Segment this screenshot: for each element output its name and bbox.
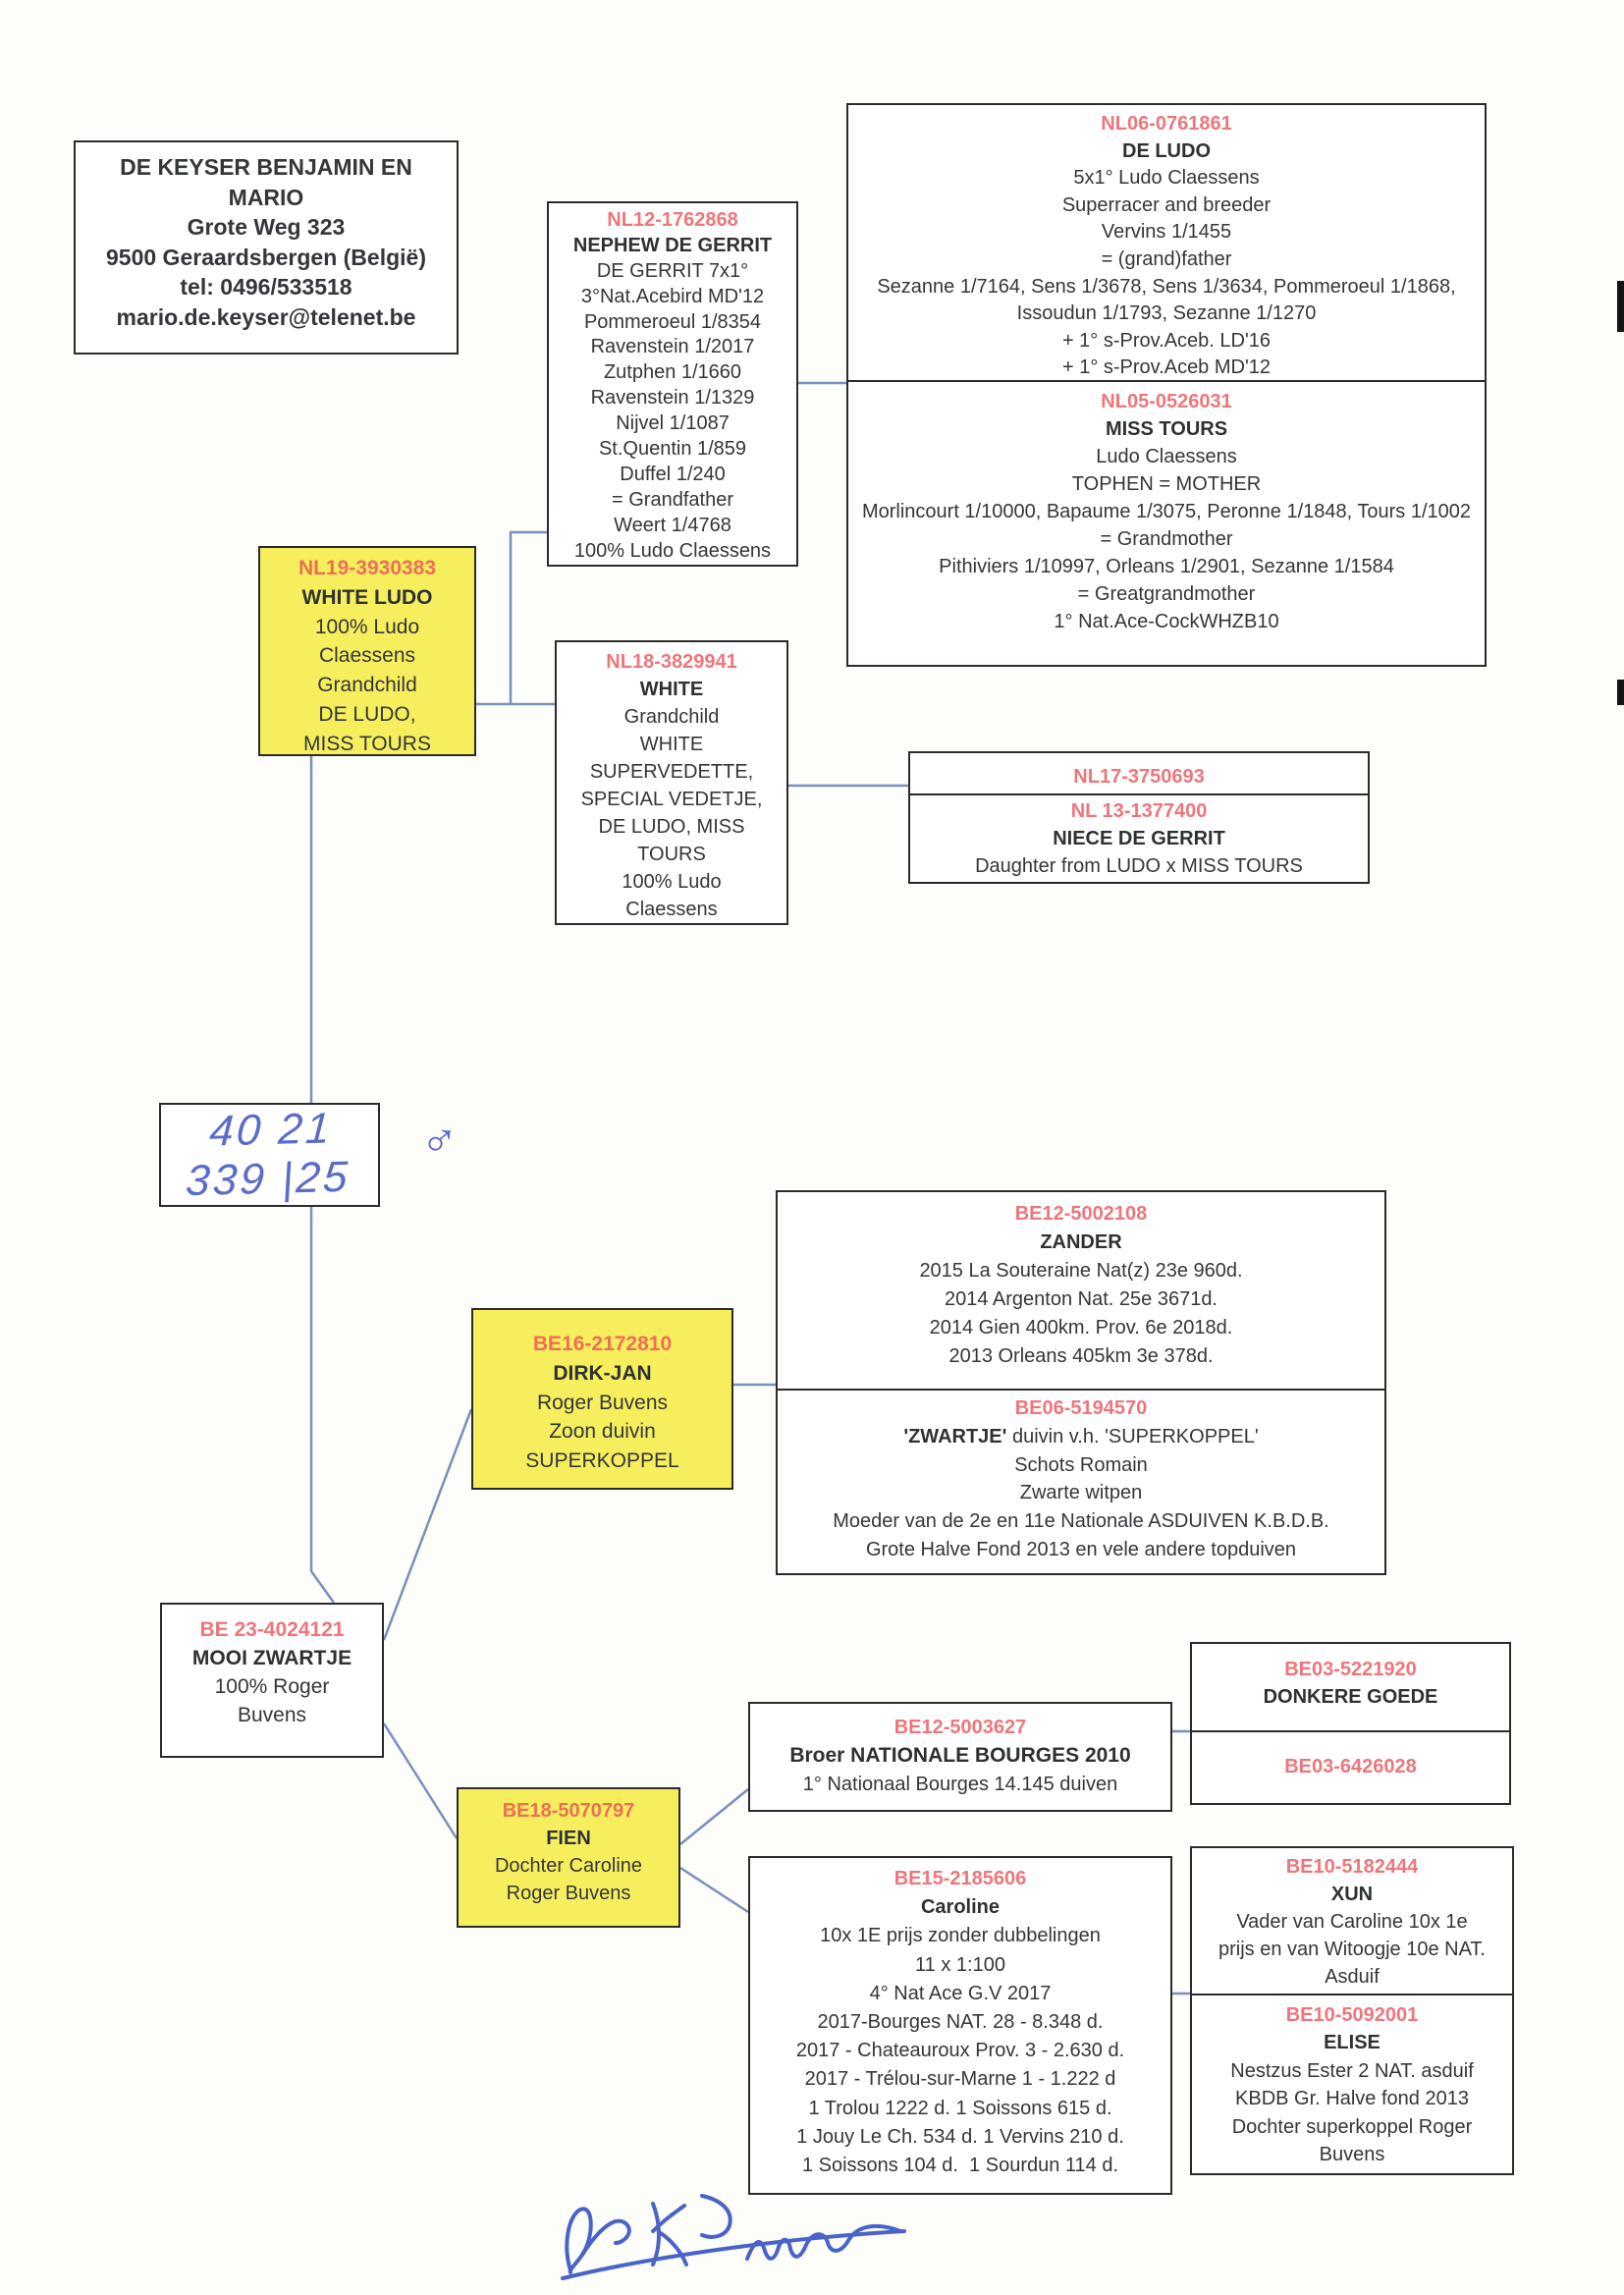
- owner-address-lines: DE KEYSER BENJAMIN EN MARIO Grote Weg 323 9500 Geraardsbergen (België) tel: 0496/533518 mario.de.keyser@telenet.be: [106, 154, 426, 330]
- pedigree-box-zander: [776, 1190, 1386, 1391]
- pigeon-details: Grandchild WHITE SUPERVEDETTE, SPECIAL VEDETJE, DE LUDO, MISS TOURS 100% Ludo Claessens: [580, 706, 763, 920]
- pigeon-details: 100% Roger Buvens: [214, 1674, 330, 1726]
- pigeon-name: MOOI ZWARTJE: [191, 1646, 352, 1669]
- ring-number: BE18-5070797: [502, 1800, 635, 1822]
- owner-address-box: [74, 140, 459, 355]
- pigeon-name: MISS TOURS: [1105, 418, 1228, 440]
- male-sex-symbol: ♂: [414, 1111, 460, 1170]
- pedigree-box-niece-de-gerrit: [908, 751, 1370, 884]
- ring-number: BE15-2185606: [893, 1868, 1027, 1889]
- ring-number: BE10-5092001: [1285, 2004, 1419, 2026]
- pigeon-name: FIEN: [546, 1828, 591, 1849]
- pigeon-details: 2015 La Souteraine Nat(z) 23e 960d. 2014 Argenton Nat. 25e 3671d. 2014 Gien 400km. Prov. 6e 2018d. 2013 Orleans 405km 3e 378d.: [919, 1260, 1243, 1367]
- scan-artifact: [1617, 680, 1624, 705]
- pedigree-box-dirk-jan: [471, 1308, 733, 1490]
- pigeon-details: Roger Buvens Zoon duivin SUPERKOPPEL: [525, 1391, 679, 1473]
- pigeon-details: DE GERRIT 7x1° 3°Nat.Acebird MD'12 Pommeroeul 1/8354 Ravenstein 1/2017 Zutphen 1/1660 Ravenstein 1/1329 Nijvel 1/1087 St.Quentin 1/859 Duffel 1/240 = Grandfather Weert 1/4768 100% Ludo Claessens: [573, 259, 772, 562]
- pedigree-box-broer-nationale-bourges: [748, 1702, 1172, 1812]
- pedigree-box-be03-6426028: [1190, 1730, 1511, 1805]
- ring-number: NL05-0526031: [1101, 391, 1232, 412]
- ring-number: BE12-5003627: [893, 1717, 1027, 1738]
- pedigree-box-xun: [1190, 1846, 1514, 1995]
- pigeon-details: 5x1° Ludo Claessens Superracer and breeder Vervins 1/1455 = (grand)father Sezanne 1/7164, Sens 1/3678, Sens 1/3634, Pommeroeul 1/1868, Issoudun 1/1793, Sezanne 1/1270 + 1° s-Prov.Aceb. LD'16 + 1° s-Prov.Aceb MD'12: [877, 167, 1462, 379]
- handwritten-ring-box: [159, 1103, 380, 1207]
- pigeon-name: Caroline: [920, 1896, 1001, 1919]
- pigeon-name: ZANDER: [1040, 1231, 1122, 1253]
- pigeon-name: NEPHEW DE GERRIT: [572, 234, 773, 256]
- ring-number: BE10-5182444: [1285, 1856, 1419, 1878]
- pedigree-box-zwartje: [776, 1389, 1386, 1575]
- pigeon-details: Daughter from LUDO x MISS TOURS: [975, 855, 1303, 877]
- pigeon-details: Vader van Caroline 10x 1e prijs en van Witoogje 10e NAT. Asduif: [1218, 1911, 1486, 1988]
- ring-number: BE 23-4024121: [199, 1618, 345, 1641]
- pigeon-details: 1° Nationaal Bourges 14.145 duiven: [802, 1774, 1118, 1796]
- pigeon-name: XUN: [1330, 1884, 1374, 1905]
- ring-number: NL19-3930383: [298, 557, 437, 579]
- pigeon-name: NIECE DE GERRIT: [1053, 828, 1225, 849]
- ring-number: BE06-5194570: [1014, 1397, 1148, 1419]
- pedigree-box-de-ludo: [846, 103, 1487, 382]
- pedigree-box-elise: [1190, 1994, 1514, 2175]
- pigeon-name: WHITE: [639, 679, 704, 700]
- ring-number: NL18-3829941: [606, 651, 737, 673]
- scan-artifact: [1617, 281, 1624, 332]
- pedigree-box-miss-tours: [846, 380, 1487, 667]
- pigeon-details: Nestzus Ester 2 NAT. asduif KBDB Gr. Halve fond 2013 Dochter superkoppel Roger Buvens: [1230, 2059, 1474, 2165]
- ring-number: NL06-0761861: [1101, 113, 1232, 135]
- pigeon-name: DIRK-JAN: [553, 1361, 652, 1385]
- ring-number: BE16-2172810: [532, 1333, 673, 1355]
- ring-number: NL 13-1377400: [1070, 800, 1208, 822]
- pigeon-name: DE LUDO: [1122, 139, 1211, 162]
- ring-number: NL12-1762868: [607, 209, 738, 231]
- ring-number: BE03-6426028: [1284, 1756, 1417, 1777]
- pedigree-box-nephew-de-gerrit: [547, 201, 798, 567]
- pigeon-name-line: 'ZWARTJE' duivin v.h. 'SUPERKOPPEL': [903, 1425, 1259, 1448]
- pigeon-details: Dochter Caroline Roger Buvens: [494, 1855, 643, 1904]
- ring-number-top: NL17-3750693: [910, 753, 1368, 795]
- pigeon-name: WHITE LUDO: [301, 585, 433, 609]
- pigeon-details: 10x 1E prijs zonder dubbelingen 11 x 1:100 4° Nat Ace G.V 2017 2017-Bourges NAT. 28 - 8.348 d. 2017 - Chateauroux Prov. 3 - 2.630 d. 2017 - Trélou-sur-Marne 1 - 1.222 d 1 Trolou 1222 d. 1 Soissons 615 d. 1 Jouy Le Ch. 534 d. 1 Vervins 210 d. 1 Soissons 104 d. 1 Sourdun 114 d.: [795, 1925, 1125, 2176]
- ring-number: BE03-5221920: [1284, 1659, 1417, 1680]
- signature: [555, 2182, 928, 2295]
- pigeon-details: Schots Romain Zwarte witpen Moeder van de 2e en 11e Nationale ASDUIVEN K.B.D.B. Grote Halve Fond 2013 en vele andere topduiven: [833, 1453, 1329, 1560]
- pedigree-box-donkere-goede: [1190, 1642, 1511, 1732]
- pigeon-details: 100% Ludo Claessens Grandchild DE LUDO, MISS TOURS: [303, 615, 431, 755]
- pigeon-name: Broer NATIONALE BOURGES 2010: [789, 1744, 1131, 1768]
- pedigree-box-fien: [457, 1787, 680, 1928]
- ring-number: BE12-5002108: [1014, 1203, 1148, 1225]
- pedigree-box-caroline: [748, 1856, 1172, 2195]
- pedigree-box-white: [555, 640, 788, 925]
- pedigree-box-mooi-zwartje: [160, 1603, 384, 1758]
- pigeon-name: ELISE: [1324, 2032, 1380, 2054]
- pigeon-details: Ludo Claessens TOPHEN = MOTHER Morlincourt 1/10000, Bapaume 1/3075, Peronne 1/1848, Tours 1/1002 = Grandmother Pithiviers 1/10997, Orleans 1/2901, Sezanne 1/1584 = Greatgrandmother 1° Nat.Ace-CockWHZB10: [861, 446, 1472, 632]
- pedigree-box-white-ludo: [258, 546, 476, 756]
- handwritten-ring-number: 40 21 339 |25: [184, 1104, 352, 1206]
- pigeon-name: DONKERE GOEDE: [1263, 1686, 1438, 1708]
